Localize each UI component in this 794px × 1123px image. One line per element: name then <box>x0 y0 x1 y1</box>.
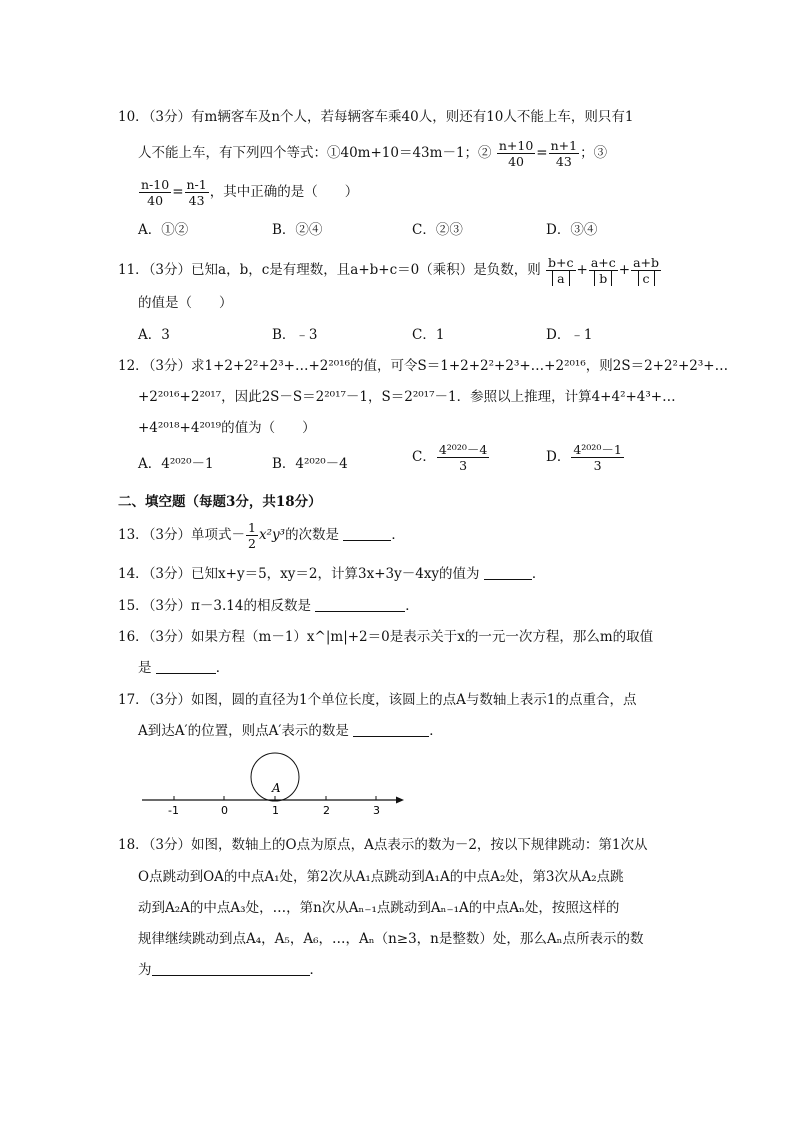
q10-line1 <box>118 105 633 125</box>
numerator: a+c <box>590 255 616 270</box>
question-text: 已知a，b，c是有理数，且a+b+c＝0（乘积）是负数，则 <box>191 262 541 278</box>
fraction <box>246 520 258 551</box>
question-number: 15． <box>118 598 149 614</box>
q18-line4: 规律继续跳动到点A₄，A₅，A₆，…，Aₙ（n≥3，n是整数）处，那么Aₙ点所表示的数 <box>138 931 644 947</box>
question-score: （3分） <box>148 527 192 543</box>
question-score: （3分） <box>148 566 192 582</box>
denominator: 3 <box>571 457 623 473</box>
period: ． <box>531 566 546 582</box>
denominator: 2 <box>248 536 256 551</box>
question-text: ；③ <box>580 145 608 161</box>
q10-option-c[interactable]: C．②③ <box>412 222 463 238</box>
q17-line2 <box>138 719 443 739</box>
question-number: 13． <box>118 527 149 543</box>
fraction <box>631 255 661 286</box>
q11-option-d[interactable]: D．﹣1 <box>546 327 593 343</box>
denominator: 43 <box>185 192 209 208</box>
question-text: 是 <box>138 660 152 676</box>
numerator: 1 <box>248 520 256 535</box>
q11-option-c[interactable]: C．1 <box>412 327 445 343</box>
question-score: （3分） <box>148 262 192 278</box>
q18-line5 <box>138 958 323 978</box>
tick-label: 3 <box>373 804 380 817</box>
q10-option-b[interactable]: B．②④ <box>272 222 323 238</box>
fraction <box>185 177 209 208</box>
question-text: 人不能上车，有下列四个等式：①40m+10＝43m－1；② <box>138 145 492 161</box>
q12-line3: +4²⁰¹⁸+4²⁰¹⁹的值为（ ） <box>138 420 316 436</box>
question-text: A到达A′的位置，则点A′表示的数是 <box>138 723 349 739</box>
period: ． <box>215 660 230 676</box>
q10-option-a[interactable]: A．①② <box>138 222 189 238</box>
fraction <box>497 138 535 169</box>
question-text: 如图，圆的直径为1个单位长度，该圆上的点A与数轴上表示1的点重合，点 <box>191 692 637 708</box>
q14-line <box>118 562 545 582</box>
denominator <box>546 270 575 286</box>
numerator: 4²⁰²⁰－1 <box>573 442 622 457</box>
q11-line2: 的值是（ ） <box>138 295 233 311</box>
q12-line2: +2²⁰¹⁶+2²⁰¹⁷，因此2S－S＝2²⁰¹⁷－1，S＝2²⁰¹⁷－1．参照以上推理，计算4+4²+4³+… <box>138 389 676 405</box>
q11-option-a[interactable]: A．3 <box>138 327 170 343</box>
question-score: （3分） <box>148 692 192 708</box>
denominator: 43 <box>549 153 579 169</box>
fraction <box>571 442 623 473</box>
fraction <box>589 255 618 286</box>
question-score: （3分） <box>148 837 192 853</box>
fraction <box>139 177 171 208</box>
numerator: b+c <box>548 255 574 270</box>
answer-blank[interactable] <box>343 526 391 541</box>
question-text: 求1+2+2²+2³+…+2²⁰¹⁶的值，可令S＝1+2+2²+2³+…+2²⁰¹⁶，则2S＝2+2²+2³+… <box>191 358 729 374</box>
abs-value: c <box>638 271 655 286</box>
tick-label: 0 <box>221 804 228 817</box>
q11-option-b[interactable]: B．﹣3 <box>272 327 318 343</box>
q15-line <box>118 594 419 614</box>
question-text: 有m辆客车及n个人，若每辆客车乘40人，则还有10人不能上车，则只有1 <box>191 109 634 125</box>
period: ． <box>405 598 419 614</box>
answer-blank[interactable] <box>315 597 405 612</box>
number-line-figure <box>138 748 413 818</box>
q16-line2 <box>138 656 229 676</box>
denominator <box>631 270 661 286</box>
tick-label: 1 <box>272 804 279 817</box>
denominator: 40 <box>139 192 171 208</box>
monomial: x²y³ <box>258 527 286 543</box>
question-number: 16． <box>118 629 149 645</box>
question-score: （3分） <box>148 598 192 614</box>
denominator <box>589 270 618 286</box>
q12-option-b[interactable]: B．4²⁰²⁰－4 <box>272 456 348 472</box>
q17-line1 <box>118 688 636 708</box>
numerator: n+10 <box>498 138 534 153</box>
q12-option-a[interactable]: A．4²⁰²⁰－1 <box>138 456 214 472</box>
arrow-head <box>396 797 404 804</box>
question-score: （3分） <box>148 109 192 125</box>
q16-line1 <box>118 625 653 645</box>
numerator: n-10 <box>141 177 170 192</box>
abs-value: a <box>552 271 569 286</box>
q10-option-d[interactable]: D．③④ <box>546 222 598 238</box>
denominator: 3 <box>437 457 489 473</box>
question-number: 18． <box>118 837 149 853</box>
option-label: D． <box>546 449 571 465</box>
abs-value: b <box>594 271 612 286</box>
numerator: n+1 <box>550 138 578 153</box>
question-text: π－3.14的相反数是 <box>191 598 311 614</box>
answer-blank[interactable] <box>484 565 532 580</box>
answer-blank[interactable] <box>353 722 429 737</box>
question-number: 17． <box>118 692 149 708</box>
fraction <box>546 255 575 286</box>
numerator: a+b <box>633 255 660 270</box>
q13-line <box>118 520 405 551</box>
section-title: 二、填空题（每题3分，共18分） <box>118 494 322 510</box>
question-text: 为 <box>138 962 152 978</box>
q18-line2: O点跳动到OA的中点A₁处，第2次从A₁点跳动到A₁A的中点A₂处，第3次从A₂点跳 <box>138 869 624 885</box>
question-number: 11． <box>118 262 149 278</box>
q10-line2: 人不能上车，有下列四个等式：①40m+10＝43m－1；② $\frac{n+10}{40}$ = $\frac{n+1}{43}$ ；③ <box>138 138 608 169</box>
question-number: 14． <box>118 566 149 582</box>
question-number: 10． <box>118 109 149 125</box>
fraction <box>549 138 579 169</box>
question-text: 的次数是 <box>285 527 340 543</box>
question-number: 12． <box>118 358 149 374</box>
question-text: ，其中正确的是（ ） <box>209 184 359 200</box>
q18-line1 <box>118 833 648 853</box>
numerator: 4²⁰²⁰－4 <box>438 442 488 457</box>
answer-blank[interactable] <box>156 659 216 674</box>
option-label: C． <box>412 449 436 465</box>
question-score: （3分） <box>148 358 192 374</box>
period: ． <box>429 723 443 739</box>
numerator: n-1 <box>186 177 207 192</box>
question-text: 如果方程（m－1）x^|m|+2＝0是表示关于x的一元一次方程，那么m的取值 <box>191 629 654 645</box>
question-text: 如图，数轴上的O点为原点，A点表示的数为－2，按以下规律跳动：第1次从 <box>191 837 648 853</box>
question-text: 单项式－ <box>191 527 246 543</box>
period: ． <box>309 962 323 978</box>
fraction <box>437 442 489 473</box>
question-text: 已知x+y＝5，xy＝2，计算3x+3y－4xy的值为 <box>191 566 480 582</box>
question-score: （3分） <box>148 629 192 645</box>
answer-blank[interactable] <box>152 961 310 976</box>
period: ． <box>391 527 405 543</box>
q12-option-d[interactable] <box>546 442 625 473</box>
tick-label: -1 <box>168 804 179 817</box>
point-a-label: A <box>272 781 281 795</box>
denominator: 40 <box>497 153 535 169</box>
q12-line1 <box>118 354 728 374</box>
tick-label: 2 <box>323 804 330 817</box>
q18-line3: 动到A₂A的中点A₃处，…，第n次从Aₙ₋₁点跳动到Aₙ₋₁A的中点Aₙ处，按照这样的 <box>138 900 620 916</box>
q12-option-c[interactable] <box>412 442 490 473</box>
q11-line1: 11．（3分）已知a，b，c是有理数，且a+b+c＝0（乘积）是负数，则 $\frac{b+c}{a}$ + $\frac{a+c}{b}$ + $\frac{a+b}{c}$ <box>118 255 660 286</box>
q10-line3: $\frac{n-10}{40}$ = $\frac{n-1}{43}$ ，其中正确的是（ ） <box>141 177 359 208</box>
